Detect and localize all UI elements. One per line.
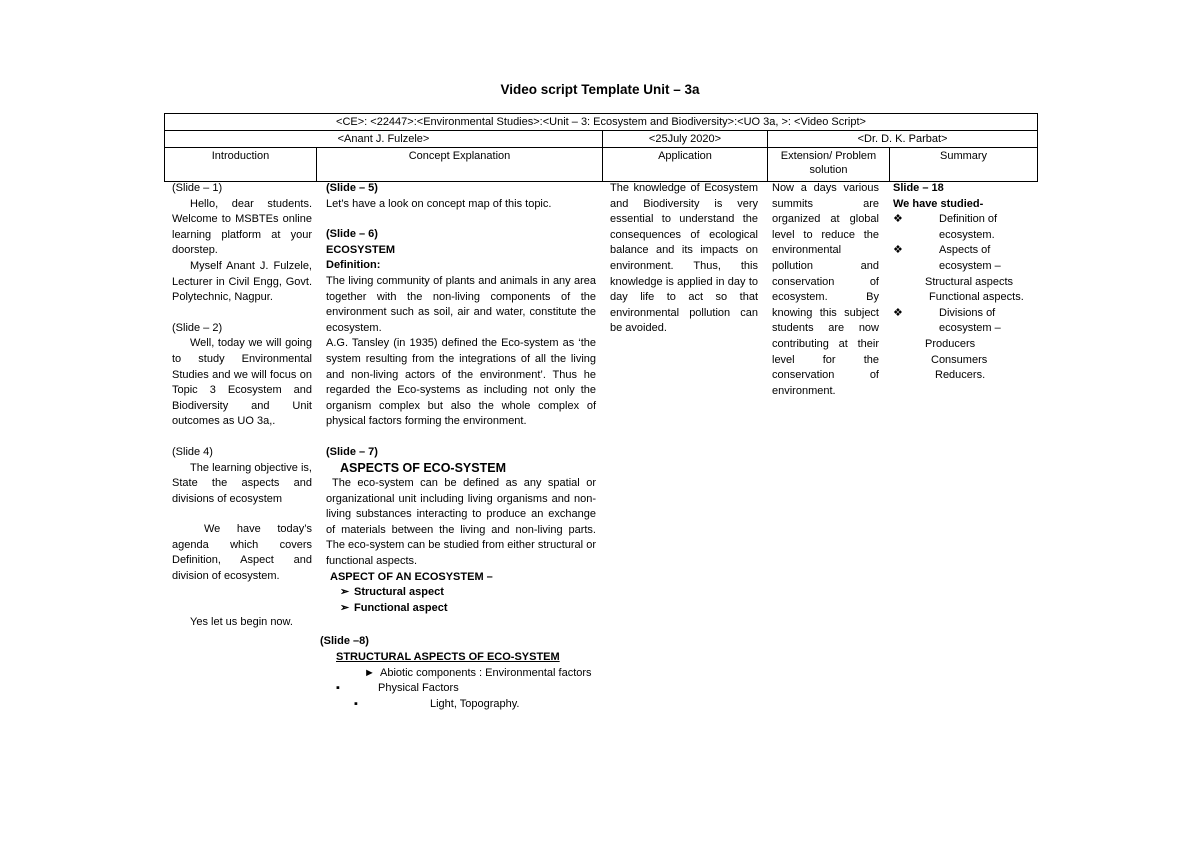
list-item: ▪ Physical Factors [336,681,596,697]
summary-subitem: Producers [925,337,976,350]
list-item: ➢ Functional aspect [340,601,596,617]
concept-column [320,181,596,712]
intro-paragraph: Myself Anant J. Fulzele, Lecturer in Civil Engg, Govt. Polytechnic, Nagpur. [172,259,312,304]
intro-paragraph: Yes let us begin now. [190,615,293,628]
introduction-column [172,181,312,630]
concept-paragraph: The eco-system can be defined as any spatial or organizational unit including living organisms and non-living substances interacting to produce an exchange of materials between the living and non-living parts. The eco-system can be studied from either structural or functional aspects. [326,477,596,568]
document-title: Video script Template Unit – 3a [500,82,700,97]
diamond-bullet-icon: ❖ [893,244,903,257]
extension-paragraph: Now a days various summits are organized at global level to reduce the environmental pollution and conservation of ecosystem. By knowing this subject students are now contributing at their level for the conservation of environment. [772,182,879,397]
list-item: ▪ Light, Topography. [354,697,596,713]
concept-paragraph: The living community of plants and animals in any area together with the non-living components of the environment such as soil, air and water, constitute the ecosystem. [326,274,596,334]
list-item: ❖ Definition of ecosystem. [893,212,1035,243]
application-column [610,181,758,337]
summary-subitem: Structural aspects [925,275,1014,288]
concept-paragraph: Let’s have a look on concept map of this topic. [326,197,552,210]
slide-label: Slide – 18 [893,182,944,194]
section-heading: ASPECT OF AN ECOSYSTEM – [330,570,493,583]
arrow-bullet-icon: ➢ [340,601,350,614]
slide-label: (Slide 4) [172,445,213,458]
list-item: ► Abiotic components : Environmental factors [364,666,596,682]
list-item: ➢ Structural aspect [340,585,596,601]
slide-label: (Slide –8) [320,635,369,648]
square-bullet-icon: ▪ [354,697,358,710]
slide-label: (Slide – 1) [172,182,223,194]
column-header-application: Application [603,148,768,182]
square-bullet-icon: ▪ [336,682,340,695]
section-heading: ASPECTS OF ECO-SYSTEM [340,460,506,475]
slide-label: (Slide – 2) [172,321,223,334]
section-heading: ECOSYSTEM [326,243,396,256]
author-name: <Anant J. Fulzele> [165,131,603,148]
diamond-bullet-icon: ❖ [893,306,903,319]
intro-paragraph: We have today’s agenda which covers Definition, Aspect and division of ecosystem. [172,523,312,583]
concept-paragraph: A.G. Tansley (in 1935) defined the Eco-system as ‘the system resulting from the integrations of all the living and non-living actors of the environment’. Thus he regarded the Eco-systems as including not only the organism complex but also the whole complex of physical factors forming the environment. [326,337,596,428]
reviewer-name: <Dr. D. K. Parbat> [768,131,1038,148]
intro-paragraph: The learning objective is, State the aspects and divisions of ecosystem [172,461,312,505]
extension-column [772,181,879,399]
list-item: ❖ Divisions of ecosystem – [893,306,1035,337]
header-table [164,113,1038,182]
summary-subitem: Consumers [931,353,988,366]
intro-paragraph: Well, today we will going to study Environmental Studies and we will focus on Topic 3 Ecosystem and Biodiversity and Unit outcomes as UO 3a,. [172,337,312,428]
column-header-extension: Extension/ Problem solution [768,148,890,182]
definition-label: Definition: [326,259,381,272]
summary-heading: We have studied- [893,197,984,210]
summary-subitem: Reducers. [935,369,986,382]
slide-label: (Slide – 7) [326,445,378,458]
application-paragraph: The knowledge of Ecosystem and Biodiversity is very essential to understand the consequences of ecological balance and its impacts on environment. Thus, this knowledge is applied in day to day life to act so that environmental pollution can be avoided. [610,182,758,335]
section-heading: STRUCTURAL ASPECTS OF ECO-SYSTEM [336,651,560,664]
slide-label: (Slide – 5) [326,182,378,194]
summary-column [893,181,1035,384]
column-header-concept: Concept Explanation [317,148,603,182]
list-item: ❖ Aspects of ecosystem – [893,243,1035,274]
slide-label: (Slide – 6) [326,228,378,241]
intro-paragraph: Hello, dear students. Welcome to MSBTEs online learning platform at your doorstep. [172,197,312,257]
date: <25July 2020> [603,131,768,148]
triangle-bullet-icon: ► [364,666,375,679]
summary-subitem: Functional aspects. [929,291,1024,304]
diamond-bullet-icon: ❖ [893,213,903,226]
column-header-introduction: Introduction [165,148,317,182]
arrow-bullet-icon: ➢ [340,586,350,599]
column-header-summary: Summary [890,148,1038,182]
course-info: <CE>: <22447>:<Environmental Studies>:<Unit – 3: Ecosystem and Biodiversity>:<UO 3a, >: <Video Script> [165,114,1038,131]
